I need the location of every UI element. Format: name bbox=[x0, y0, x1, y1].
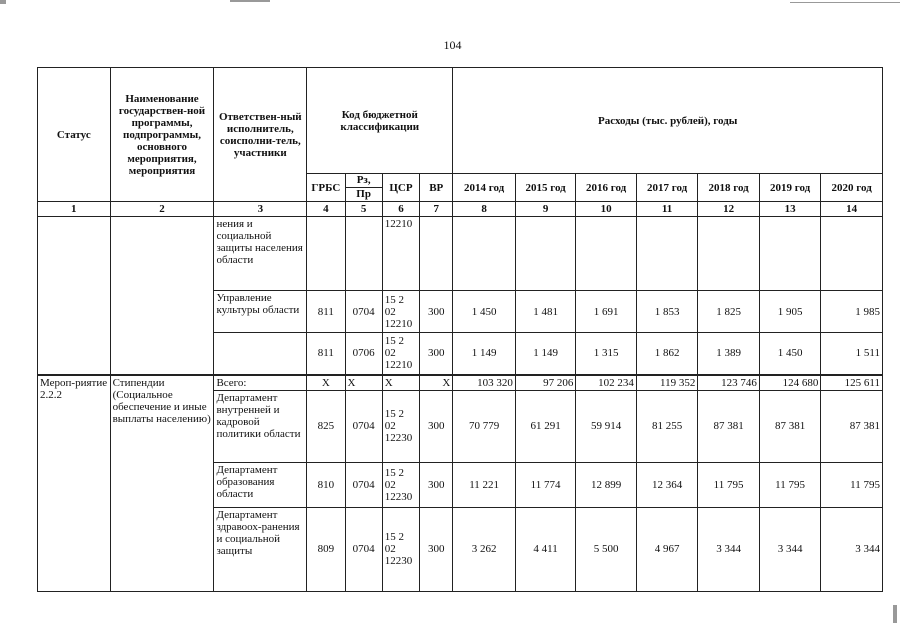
vr-cell: 300 bbox=[420, 291, 453, 333]
executor-cell: Департамент здравоох-ранения и социальной защиты bbox=[214, 507, 307, 591]
col-number: 3 bbox=[214, 202, 307, 217]
col-number: 2 bbox=[110, 202, 214, 217]
value-cell: 12 364 bbox=[636, 462, 698, 507]
rzpr-cell: 0704 bbox=[345, 390, 382, 462]
value-cell: 4 411 bbox=[515, 507, 575, 591]
csr-cell: 12210 bbox=[382, 217, 419, 291]
value-cell: 59 914 bbox=[576, 390, 636, 462]
value-cell: 119 352 bbox=[636, 375, 698, 391]
status-cell-empty bbox=[38, 217, 111, 375]
value-cell: 12 899 bbox=[576, 462, 636, 507]
value-cell: 70 779 bbox=[453, 390, 516, 462]
value-cell bbox=[576, 217, 636, 291]
header-csr: ЦСР bbox=[382, 174, 419, 202]
grbs-cell: 811 bbox=[307, 333, 345, 375]
event-status-cell: Мероп-риятие 2.2.2 bbox=[38, 375, 111, 592]
csr-cell: 15 2 02 12230 bbox=[382, 390, 419, 462]
value-cell: 125 611 bbox=[821, 375, 883, 391]
header-expenses: Расходы (тыс. рублей), годы bbox=[453, 68, 883, 174]
header-vr: ВР bbox=[420, 174, 453, 202]
value-cell: 3 344 bbox=[698, 507, 760, 591]
value-cell bbox=[453, 217, 516, 291]
csr-cell: 15 2 02 12210 bbox=[382, 333, 419, 375]
value-cell: 1 825 bbox=[698, 291, 760, 333]
csr-cell: 15 2 02 12210 bbox=[382, 291, 419, 333]
col-number: 13 bbox=[759, 202, 821, 217]
grbs-cell bbox=[307, 217, 345, 291]
executor-cell: Департамент образования области bbox=[214, 462, 307, 507]
col-number: 7 bbox=[420, 202, 453, 217]
csr-cell: Х bbox=[382, 375, 419, 391]
scan-mark bbox=[893, 605, 897, 623]
vr-cell: 300 bbox=[420, 333, 453, 375]
header-year-2016: 2016 год bbox=[576, 174, 636, 202]
value-cell: 103 320 bbox=[453, 375, 516, 391]
header-program: Наименование государствен-ной программы, подпрограммы, основного мероприятия, мероприятия bbox=[110, 68, 214, 202]
col-number: 12 bbox=[698, 202, 760, 217]
table-row bbox=[38, 217, 883, 291]
grbs-cell: 810 bbox=[307, 462, 345, 507]
value-cell: 11 795 bbox=[759, 462, 821, 507]
value-cell: 3 262 bbox=[453, 507, 516, 591]
col-number: 4 bbox=[307, 202, 345, 217]
value-cell bbox=[759, 217, 821, 291]
value-cell: 102 234 bbox=[576, 375, 636, 391]
value-cell: 3 344 bbox=[759, 507, 821, 591]
value-cell: 1 853 bbox=[636, 291, 698, 333]
grbs-cell: 811 bbox=[307, 291, 345, 333]
value-cell: 123 746 bbox=[698, 375, 760, 391]
rzpr-cell: 0704 bbox=[345, 507, 382, 591]
header-rzpr bbox=[345, 174, 382, 202]
header-year-2017: 2017 год bbox=[636, 174, 698, 202]
header-year-2014: 2014 год bbox=[453, 174, 516, 202]
col-number: 6 bbox=[382, 202, 419, 217]
header-pr: Пр bbox=[356, 188, 371, 200]
budget-table bbox=[37, 67, 883, 592]
rzpr-cell bbox=[345, 217, 382, 291]
value-cell: 87 381 bbox=[821, 390, 883, 462]
col-number: 14 bbox=[821, 202, 883, 217]
csr-cell: 15 2 02 12230 bbox=[382, 507, 419, 591]
header-rz: Рз, bbox=[346, 174, 382, 188]
value-cell: 5 500 bbox=[576, 507, 636, 591]
vr-cell bbox=[420, 217, 453, 291]
value-cell: 1 149 bbox=[453, 333, 516, 375]
value-cell: 87 381 bbox=[759, 390, 821, 462]
table-row bbox=[38, 375, 883, 391]
value-cell bbox=[636, 217, 698, 291]
value-cell bbox=[821, 217, 883, 291]
rzpr-cell: 0706 bbox=[345, 333, 382, 375]
value-cell: 1 450 bbox=[759, 333, 821, 375]
value-cell: 87 381 bbox=[698, 390, 760, 462]
header-year-2015: 2015 год bbox=[515, 174, 575, 202]
value-cell: 1 985 bbox=[821, 291, 883, 333]
program-cell-empty bbox=[110, 217, 214, 375]
executor-cell: нения и социальной защиты населения области bbox=[214, 217, 307, 291]
col-number: 10 bbox=[576, 202, 636, 217]
value-cell: 1 389 bbox=[698, 333, 760, 375]
header-budget-code: Код бюджетной классификации bbox=[307, 68, 453, 174]
grbs-cell: 825 bbox=[307, 390, 345, 462]
rzpr-cell: 0704 bbox=[345, 462, 382, 507]
value-cell: 61 291 bbox=[515, 390, 575, 462]
value-cell: 1 691 bbox=[576, 291, 636, 333]
value-cell: 11 795 bbox=[821, 462, 883, 507]
value-cell: 4 967 bbox=[636, 507, 698, 591]
value-cell: 1 511 bbox=[821, 333, 883, 375]
col-number: 5 bbox=[345, 202, 382, 217]
value-cell: 11 795 bbox=[698, 462, 760, 507]
vr-cell: Х bbox=[420, 375, 453, 391]
value-cell: 1 149 bbox=[515, 333, 575, 375]
header-executor: Ответствен-ный исполнитель, соисполни-тель, участники bbox=[214, 68, 307, 202]
value-cell: 81 255 bbox=[636, 390, 698, 462]
value-cell: 11 221 bbox=[453, 462, 516, 507]
value-cell: 1 481 bbox=[515, 291, 575, 333]
header-status: Статус bbox=[38, 68, 111, 202]
value-cell: 1 905 bbox=[759, 291, 821, 333]
col-number: 8 bbox=[453, 202, 516, 217]
value-cell bbox=[515, 217, 575, 291]
rzpr-cell: Х bbox=[345, 375, 382, 391]
value-cell bbox=[698, 217, 760, 291]
header-year-2020: 2020 год bbox=[821, 174, 883, 202]
vr-cell: 300 bbox=[420, 507, 453, 591]
header-grbs: ГРБС bbox=[307, 174, 345, 202]
col-number: 1 bbox=[38, 202, 111, 217]
executor-cell: Всего: bbox=[214, 375, 307, 391]
scan-mark bbox=[230, 0, 270, 2]
executor-cell: Департамент внутренней и кадровой политики области bbox=[214, 390, 307, 462]
csr-cell: 15 2 02 12230 bbox=[382, 462, 419, 507]
col-number: 11 bbox=[636, 202, 698, 217]
executor-cell bbox=[214, 333, 307, 375]
value-cell: 3 344 bbox=[821, 507, 883, 591]
header-year-2019: 2019 год bbox=[759, 174, 821, 202]
vr-cell: 300 bbox=[420, 462, 453, 507]
grbs-cell: Х bbox=[307, 375, 345, 391]
rzpr-cell: 0704 bbox=[345, 291, 382, 333]
page-number: 104 bbox=[443, 38, 462, 52]
scan-mark bbox=[790, 2, 900, 3]
scan-mark bbox=[0, 0, 6, 4]
event-name-cell: Стипендии (Социальное обеспечение и иные выплаты населению) bbox=[110, 375, 214, 592]
executor-cell: Управление культуры области bbox=[214, 291, 307, 333]
column-number-row bbox=[38, 202, 883, 217]
header-year-2018: 2018 год bbox=[698, 174, 760, 202]
value-cell: 11 774 bbox=[515, 462, 575, 507]
value-cell: 1 862 bbox=[636, 333, 698, 375]
col-number: 9 bbox=[515, 202, 575, 217]
value-cell: 124 680 bbox=[759, 375, 821, 391]
header-row-1 bbox=[38, 68, 883, 174]
value-cell: 1 450 bbox=[453, 291, 516, 333]
value-cell: 1 315 bbox=[576, 333, 636, 375]
vr-cell: 300 bbox=[420, 390, 453, 462]
value-cell: 97 206 bbox=[515, 375, 575, 391]
grbs-cell: 809 bbox=[307, 507, 345, 591]
